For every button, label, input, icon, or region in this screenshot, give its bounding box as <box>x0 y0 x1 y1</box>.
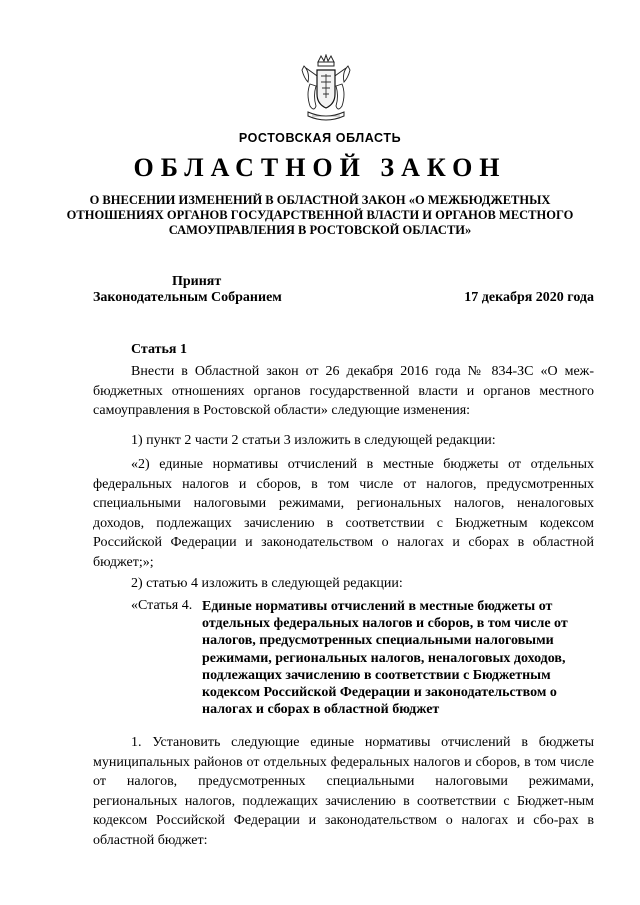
amendment-item-2 <box>93 574 594 594</box>
adoption-body: Законодательным Собранием <box>93 290 282 305</box>
adoption-date: 17 декабря 2020 года <box>464 290 594 305</box>
article-4-title: Единые нормативы отчислений в местные бюджеты от отдельных федеральных налогов и сборов, в том числе от налогов, предусмотренных специальными налоговыми режимами, региональных налогов, неналоговых доходов, подлежащих зачислению в соответствии с Бюджетным кодексом Российской Федерации и законодательством о налогах и сборах в областной бюджет <box>202 599 568 718</box>
amendment-item-2-text: 2) статью 4 изложить в следующей редакции: <box>131 576 403 591</box>
amendment-item-1-quote <box>93 455 594 572</box>
article-4-paragraph-1 <box>93 733 594 850</box>
document-title: О ВНЕСЕНИИ ИЗМЕНЕНИЙ В ОБЛАСТНОЙ ЗАКОН «О МЕЖБЮДЖЕТНЫХ ОТНОШЕНИЯХ ОРГАНОВ ГОСУДАРСТВЕННОЙ ВЛАСТИ И ОРГАНОВ МЕСТНОГО САМОУПРАВЛЕНИЯ В РОСТОВСКОЙ ОБЛАСТИ» <box>66 193 574 237</box>
amendment-item-1 <box>93 431 594 451</box>
article-4-label: «Статья 4. <box>131 598 193 613</box>
adoption-label: Принят <box>172 274 222 289</box>
region-name: РОСТОВСКАЯ ОБЛАСТЬ <box>238 131 402 145</box>
article-intro <box>93 362 594 421</box>
article-intro-text: Внести в Областной закон от 26 декабря 2016 года № 834-ЗС «О меж-бюджетных отношениях органов государственной власти и органов местного самоуправления в Ростовской области» следующие изменения: <box>93 364 594 418</box>
article-4-paragraph-1-text: 1. Установить следующие единые нормативы отчислений в бюджеты муниципальных районов от отдельных федеральных налогов и сборов, в том числе от налогов, предусмотренных специальными налоговыми режимами, региональных налогов, подлежащих зачислению в соответствии с Бюджет-ным кодексом Российской Федерации и законодательством о налогах и сбо-рах в областной бюджет: <box>93 735 594 848</box>
document-type: ОБЛАСТНОЙ ЗАКОН <box>133 153 507 182</box>
coat-of-arms-icon <box>300 54 352 124</box>
amendment-item-1-quote-text: «2) единые нормативы отчислений в местные бюджеты от отдельных федеральных налогов и сборов, в том числе от налогов, предусмотренных специальными налоговыми режимами, региональных налогов, неналоговых доходов, подлежащих зачислению в соответствии с Бюджетным кодексом Российской Федерации и законодательством о налогах и сборах в областной бюджет;»; <box>93 457 594 570</box>
amendment-item-1-text: 1) пункт 2 части 2 статьи 3 изложить в следующей редакции: <box>131 433 496 448</box>
article-heading: Статья 1 <box>131 342 187 357</box>
